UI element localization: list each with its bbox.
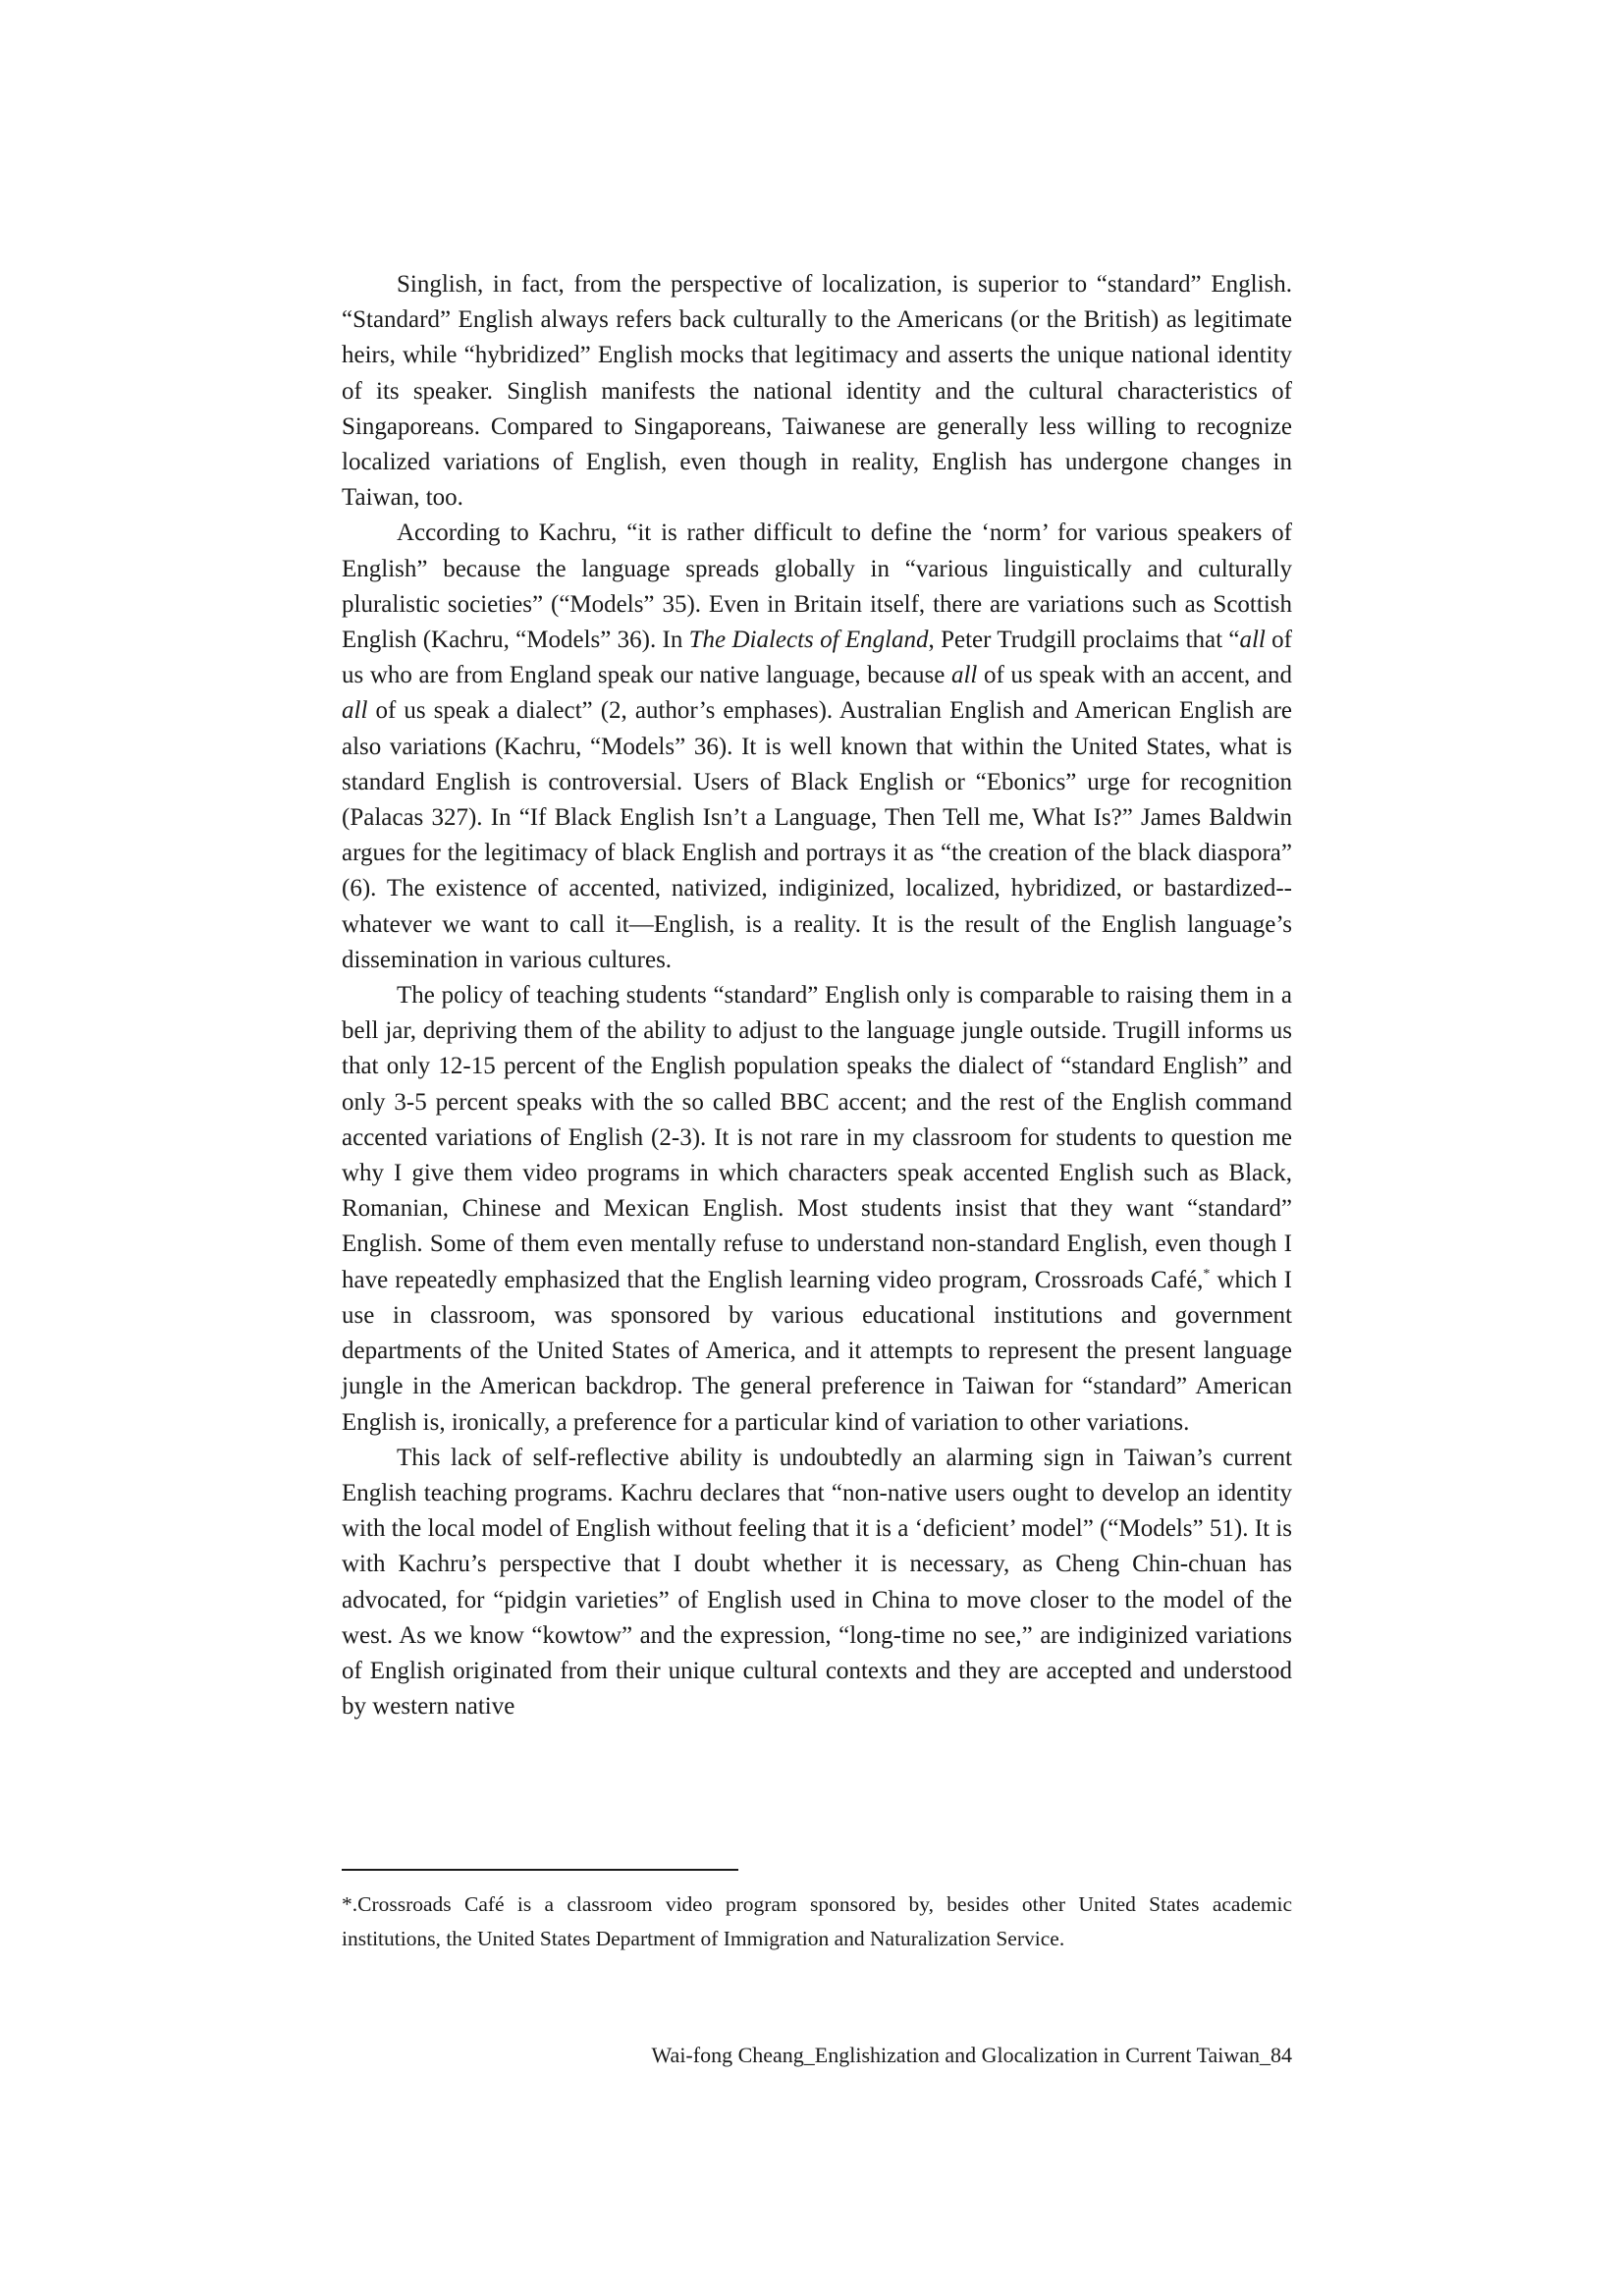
text-segment: , Peter Trudgill proclaims that “ (928, 627, 1240, 654)
text-segment: Singlish, in fact, from the perspective of localization, is superior to “standard” English. “Standard” English always refers back culturally to the Americans (or the British) as legitimate heirs, while “hybridized” English mocks that legitimacy and asserts the unique national identity of its speaker. Singlish manifests the national identity and the cultural characteristics of Singaporeans. Compared to Singaporeans, Taiwanese are generally less willing to recognize localized variations of English, even though in reality, English has undergone changes in Taiwan, too. (342, 271, 1292, 512)
text-segment: This lack of self-reflective ability is undoubtedly an alarming sign in Taiwan’s current English teaching programs. Kachru declares that “non-native users ought to develop an identity with the local model of English without feeling that it is a ‘deficient’ model” (“Models” 51). It is with Kachru’s perspective that I doubt whether it is necessary, as Cheng Chin-chuan has advocated, for “pidgin varieties” of English used in China to move closer to the model of the west. As we know “kowtow” and the expression, “long-time no see,” are indiginized variations of English originated from their unique cultural contexts and they are accepted and understood by western native (342, 1444, 1292, 1721)
footnote-rule (342, 1869, 738, 1871)
text-segment: of us speak a dialect” (2, author’s emphases). Australian English and American English are also variations (Kachru, “Models” 36). It is well known that within the United States, what is standard English is controversial. Users of Black English or “Ebonics” urge for recognition (Palacas 327). In “If Black English Isn’t a Language, Then Tell me, What Is?” James Baldwin argues for the legitimacy of black English and portrays it as “the creation of the black diaspora” (6). The existence of accented, nativized, indiginized, localized, hybridized, or bastardized--whatever we want to call it—English, is a reality. It is the result of the English language’s dissemination in various cultures. (342, 697, 1292, 973)
italic-text: all (342, 697, 368, 725)
text-segment: The policy of teaching students “standard” English only is comparable to raising them in a bell jar, depriving them of the ability to adjust to the language jungle outside. Trugill informs us that only 12-15 percent of the English population speaks the dialect of “standard English” and only 3-5 percent speaks with the so called BBC accent; and the rest of the English command accented variations of English (2-3). It is not rare in my classroom for students to question me why I give them video programs in which characters speak accented English such as Black, Romanian, Chinese and Mexican English. Most students insist that they want “standard” English. Some of them even mentally refuse to understand non-standard English, even though I have repeatedly emphasized that the English learning video program, Crossroads Café, (342, 982, 1292, 1293)
paragraph-3 (342, 978, 1292, 1441)
paragraph-4 (342, 1441, 1292, 1725)
running-footer: Wai-fong Cheang_Englishization and Glocalization in Current Taiwan_84 (651, 2043, 1292, 2067)
text-segment: of us who are from England speak our native language, because (342, 627, 1292, 689)
text-segment: which I use in classroom, was sponsored by various educational institutions and government departments of the United States of America, and it attempts to represent the present language jungle in the American backdrop. The general preference in Taiwan for “standard” American English is, ironically, a preference for a particular kind of variation to other variations. (342, 1266, 1292, 1436)
text-segment: of us speak with an accent, and (977, 662, 1292, 689)
italic-text: The Dialects of England (688, 627, 929, 654)
italic-text: all (950, 662, 978, 689)
footnote: *.Crossroads Café is a classroom video program sponsored by, besides other United States academic institutions, the United States Department of Immigration and Naturalization Service. (342, 1892, 1292, 1950)
footnote-marker: * (1203, 1266, 1211, 1282)
paragraph-2 (342, 516, 1292, 978)
body-text (342, 267, 1292, 1724)
text-segment: According to Kachru, “it is rather difficult to define the ‘norm’ for various speakers of English” because the language spreads globally in “various linguistically and culturally pluralistic societies” (“Models” 35). Even in Britain itself, there are variations such as Scottish English (Kachru, “Models” 36). In (342, 519, 1292, 654)
paragraph-1 (342, 267, 1292, 516)
italic-text: all (1239, 627, 1266, 654)
